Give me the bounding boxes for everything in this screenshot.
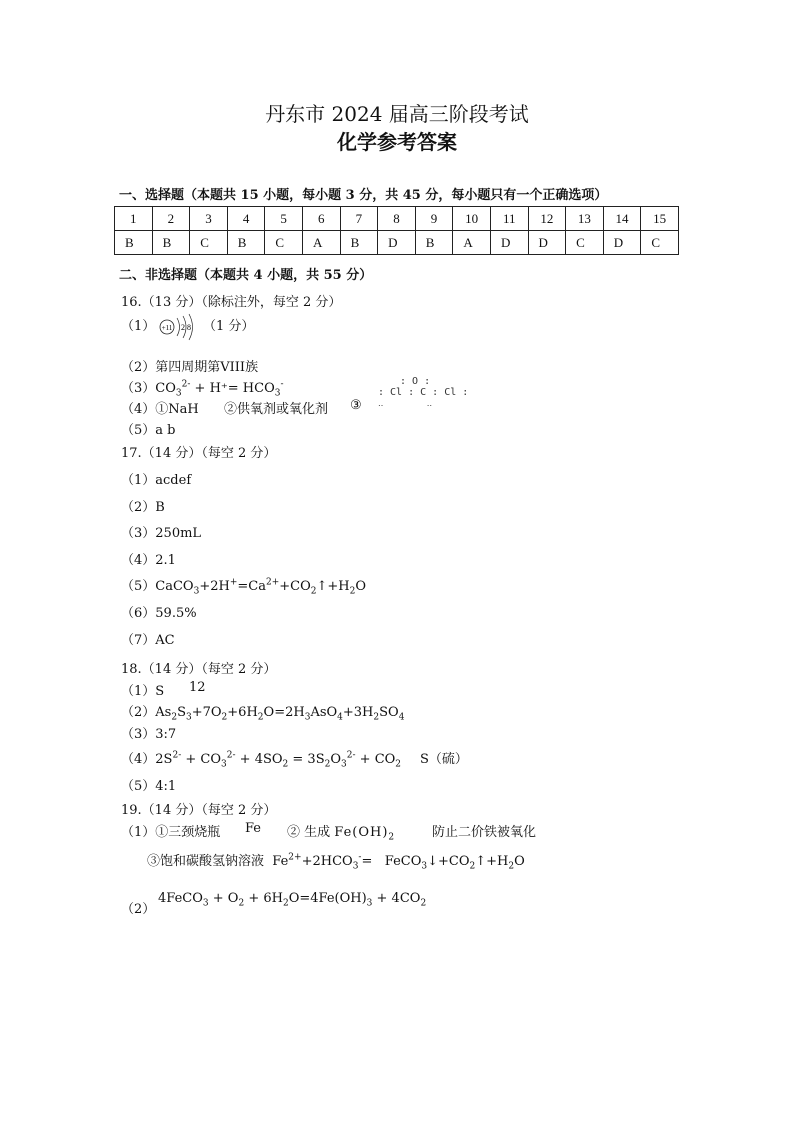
question-number-cell: 9	[415, 207, 453, 231]
answer-cell: D	[603, 231, 641, 255]
question-number-cell: 5	[265, 207, 303, 231]
q16-p3: $(3)CO_3^{2-} + H^+= HCO_3^-$	[121, 379, 284, 399]
question-number-cell: 7	[340, 207, 378, 231]
answer-cell: A	[453, 231, 491, 255]
q16-p5: （5）a b	[121, 423, 176, 438]
page-title: 丹东市 2024 届高三阶段考试	[265, 102, 529, 126]
q17-header: 17.（14 分）（每空 2 分）	[121, 446, 277, 461]
question-number-cell: 4	[227, 207, 265, 231]
q16-p2: （2）第四周期第VIII族	[121, 360, 259, 375]
q19-p1-b: Fe	[245, 821, 262, 836]
question-number-cell: 11	[490, 207, 528, 231]
answer-cell: B	[415, 231, 453, 255]
answer-cell: D	[490, 231, 528, 255]
answer-cell: B	[340, 231, 378, 255]
answer-cell: D	[378, 231, 416, 255]
q18-p4-extra: S（硫）	[420, 752, 468, 767]
q16-p4-b: ②供氧剂或氧化剂	[224, 402, 329, 417]
q17-p3: （3）250mL	[121, 526, 202, 541]
answer-cell: B	[115, 231, 153, 255]
question-number-cell: 1	[115, 207, 153, 231]
answer-table-numbers-row	[115, 207, 679, 231]
q16-header: 16.（13 分）（除标注外，每空 2 分）	[121, 295, 342, 310]
q18-p5: （5）4:1	[121, 779, 177, 794]
question-number-cell: 6	[302, 207, 340, 231]
q18-p3: （3）3:7	[121, 727, 177, 742]
q17-p4: （4）2.1	[121, 553, 176, 568]
answer-cell: C	[641, 231, 679, 255]
answer-cell: D	[528, 231, 566, 255]
phosgene-lewis-structure: : O : : Cl : C : Cl : ‥ ‥	[378, 376, 469, 408]
answer-table	[114, 206, 679, 255]
q19-p1-d: 防止二价铁被氧化	[432, 825, 537, 840]
answer-cell: C	[265, 231, 303, 255]
question-number-cell: 3	[190, 207, 228, 231]
question-number-cell: 14	[603, 207, 641, 231]
q19-header: 19.（14 分）（每空 2 分）	[121, 803, 277, 818]
question-number-cell: 10	[453, 207, 491, 231]
page-subtitle: 化学参考答案	[337, 130, 457, 154]
q18-header: 18.（14 分）（每空 2 分）	[121, 662, 277, 677]
q17-p5: $(5)CaCO_3+2H^+=Ca^{2+}+CO_2↑+H_2O$	[121, 577, 367, 597]
question-number-cell: 8	[378, 207, 416, 231]
answer-cell: C	[566, 231, 604, 255]
q18-p4: $(4)2S^{2-} + CO_3^{2-} + 4SO_2 = 3S_2O_3^{2-} + CO_2$	[121, 750, 402, 770]
q16-p3-label: （3）	[121, 381, 156, 396]
q17-p1: （1）acdef	[121, 473, 192, 488]
q18-p2-label: （2）	[121, 705, 156, 720]
electron-shells: 2 8	[181, 323, 191, 332]
q16-p3-rest: + H⁺= HCO	[190, 381, 275, 396]
question-number-cell: 12	[528, 207, 566, 231]
answer-table-answers-row	[115, 231, 679, 255]
answer-cell: B	[152, 231, 190, 255]
q17-p5-label: （5）	[121, 579, 156, 594]
answer-cell: C	[190, 231, 228, 255]
answer-cell: A	[302, 231, 340, 255]
q19-p1-a: （1）①三颈烧瓶	[121, 825, 221, 840]
q17-p6: （6）59.5%	[121, 606, 197, 621]
q19-p1-c-text: ② 生成	[287, 825, 331, 840]
q18-p1-b: 12	[189, 680, 206, 695]
q19-p2-equation: 4FeCO$_3$ + $O_2 + 6H_2O=4Fe(OH)_3 + 4CO_2$	[158, 891, 427, 909]
q17-p2: （2）B	[121, 500, 165, 515]
q18-p4-label: （4）	[121, 752, 156, 767]
q19-p1-e-text: ③饱和碳酸氢钠溶液	[147, 854, 265, 869]
section1-heading: 一、选择题（本题共 15 小题，每小题 3 分，共 45 分，每小题只有一个正确选项）	[119, 188, 608, 203]
question-number-cell: 15	[641, 207, 679, 231]
q16-p4-c: ③	[350, 398, 362, 413]
q19-p2-label: （2）	[121, 902, 156, 917]
answer-cell: B	[227, 231, 265, 255]
q17-p7: （7）AC	[121, 633, 175, 648]
q19-p1-e: ③饱和碳酸氢钠溶液 $Fe^{2+}+2HCO_3^-=$ $FeCO_3↓+CO_2↑+H_2O$	[147, 852, 525, 872]
q16-p1-label: （1）	[121, 319, 156, 334]
q16-p1-score: （1 分）	[203, 319, 255, 334]
q18-p1-a: （1）S	[121, 684, 165, 699]
nucleus-charge: +11	[161, 324, 173, 332]
sodium-atom-structure-diagram	[157, 313, 201, 341]
q16-p4-label: （4）①NaH	[121, 402, 199, 417]
section2-heading: 二、非选择题（本题共 4 小题，共 55 分）	[119, 268, 373, 283]
question-number-cell: 2	[152, 207, 190, 231]
q19-p1-c: ② 生成 $Fe(OH)_2$	[287, 825, 396, 843]
question-number-cell: 13	[566, 207, 604, 231]
q18-p2: $(2)As_2S_3+7O_2+6H_2O=2H_3AsO_4+3H_2SO_4$	[121, 705, 405, 723]
